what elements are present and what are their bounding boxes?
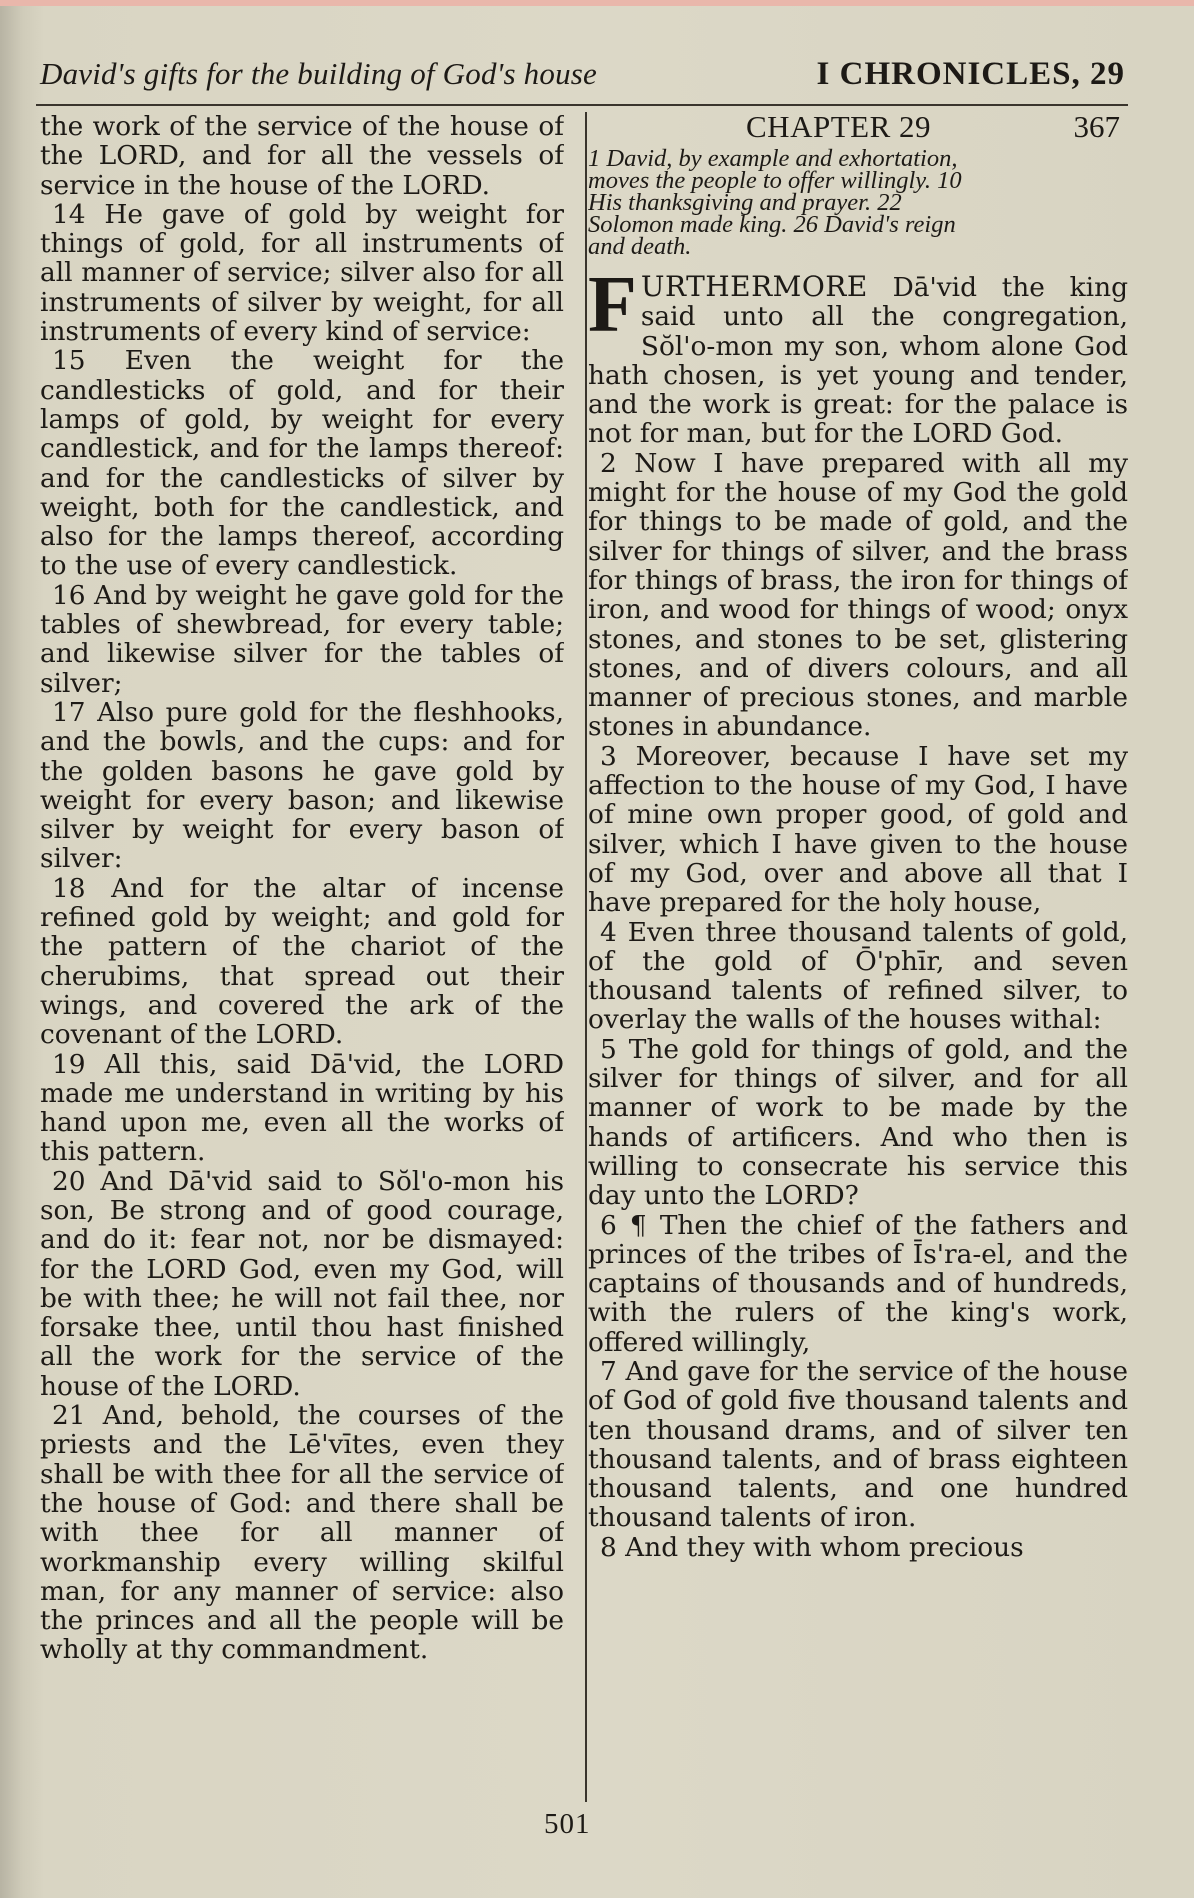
opening-caps: URTHERMORE: [640, 270, 868, 303]
header-rule: [36, 104, 1128, 106]
column-divider: [585, 112, 587, 1802]
summary-line: His thanksgiving and prayer. 22: [588, 189, 902, 216]
running-head: [40, 56, 1125, 100]
verse-21: 21 And, behold, the courses of the priests and the Lē'vītes, even they shall be with thee for all the service of the house of God: and there shall be with thee for all manner of workmanship every willing skilful man, for any manner of service: also the princes and all the people will be wholly at thy commandment.: [40, 1400, 564, 1666]
summary-line: 1 David, by example and exhortation,: [588, 145, 958, 172]
drop-cap: F: [588, 261, 637, 349]
verse-20: 20 And Dā'vid said to Sŏl'o-mon his son, Be strong and of good courage, and do it: fear not, nor be dismayed: for the LORD God, even my God, will be with thee; he will not fail thee, nor forsake thee, until thou hast finished all the work for the service of the house of the LORD.: [40, 1165, 564, 1402]
verse-17: 17 Also pure gold for the fleshhooks, and the bowls, and the cups: and for the golden basons he gave gold by weight for every bason; and likewise silver by weight for every bason of silver:: [40, 696, 564, 875]
summary-line: Solomon made king. 26 David's reign: [588, 211, 956, 238]
verse-7: 7 And gave for the service of the house of God of gold five thousand talents and ten thousand drams, and of silver ten thousand talents, and of brass eighteen thousand talents, and one hundred thousand talents of iron.: [588, 1355, 1128, 1534]
summary-line: moves the people to offer willingly. 10: [588, 167, 962, 194]
page-edge: [0, 0, 1194, 6]
page-number: 501: [544, 1808, 591, 1840]
chapter-heading: [588, 112, 1128, 144]
verse-5: 5 The gold for things of gold, and the silver for things of silver, and for all manner of work to be made by the hands of artificers. And who then is willing to consecrate his service this day unto the LORD?: [588, 1033, 1128, 1212]
verse-2: 2 Now I have prepared with all my might for the house of my God the gold for things to be made of gold, and the silver for things of silver, and the brass for things of brass, the iron for things of iron, and wood for things of wood; onyx stones, and stones to be set, glistering stones, and of divers colours, and all manner of precious stones, and marble stones in abundance.: [588, 447, 1128, 743]
running-head-right: I CHRONICLES, 29: [816, 56, 1125, 92]
left-column: [40, 112, 564, 1807]
verse-6: 6 ¶ Then the chief of the fathers and princes of the tribes of Īs'ra-el, and the captains of thousands and of hundreds, with the rulers of the king's work, offered willingly,: [588, 1209, 1128, 1358]
verse-3: 3 Moreover, because I have set my affection to the house of my God, I have of mine own proper good, of gold and silver, which I have given to the house of my God, over and above all that I have prepared for the holy house,: [588, 740, 1128, 919]
verse-1: [588, 261, 1128, 450]
chapter-title: CHAPTER 29: [746, 112, 931, 144]
chapter-page-number: 367: [1073, 112, 1120, 144]
verse-14: 14 He gave of gold by weight for things of gold, for all instruments of all manner of service; silver also for all instruments of silver by weight, for all instruments of every kind of service:: [40, 198, 564, 348]
verse-19: 19 All this, said Dā'vid, the LORD made me understand in writing by his hand upon me, even all the works of this pattern.: [40, 1048, 564, 1168]
chapter-summary: [588, 145, 1128, 260]
verse-4: 4 Even three thousand talents of gold, of the gold of Ō'phīr, and seven thousand talents of refined silver, to overlay the walls of the houses withal:: [588, 916, 1128, 1036]
verse-8: 8 And they with whom precious: [600, 1531, 1024, 1563]
running-head-left: David's gifts for the building of God's house: [40, 56, 598, 91]
verse-1-text: Dā'vid the king said unto all the congregation, Sŏl'o-mon my son, whom alone God hath chosen, is yet young and tender, and the work is great: for the palace is not for man, but for the LORD God.: [588, 272, 1128, 450]
verse-18: 18 And for the altar of incense refined gold by weight; and gold for the pattern of the chariot of the cherubims, that spread out their wings, and covered the ark of the covenant of the LORD.: [40, 872, 564, 1051]
right-column: [588, 112, 1128, 1807]
verse-16: 16 And by weight he gave gold for the tables of shewbread, for every table; and likewise silver for the tables of silver;: [40, 579, 564, 699]
summary-line: and death.: [588, 233, 692, 260]
verse-13-continued: the work of the service of the house of the LORD, and for all the vessels of service in the house of the LORD.: [40, 112, 564, 201]
verse-15: 15 Even the weight for the candlesticks of gold, and for their lamps of gold, by weight for every candlestick, and for the lamps thereof: and for the candlesticks of silver by weight, both for the candlestick, and also for the lamps thereof, according to the use of every candlestick.: [40, 345, 564, 582]
